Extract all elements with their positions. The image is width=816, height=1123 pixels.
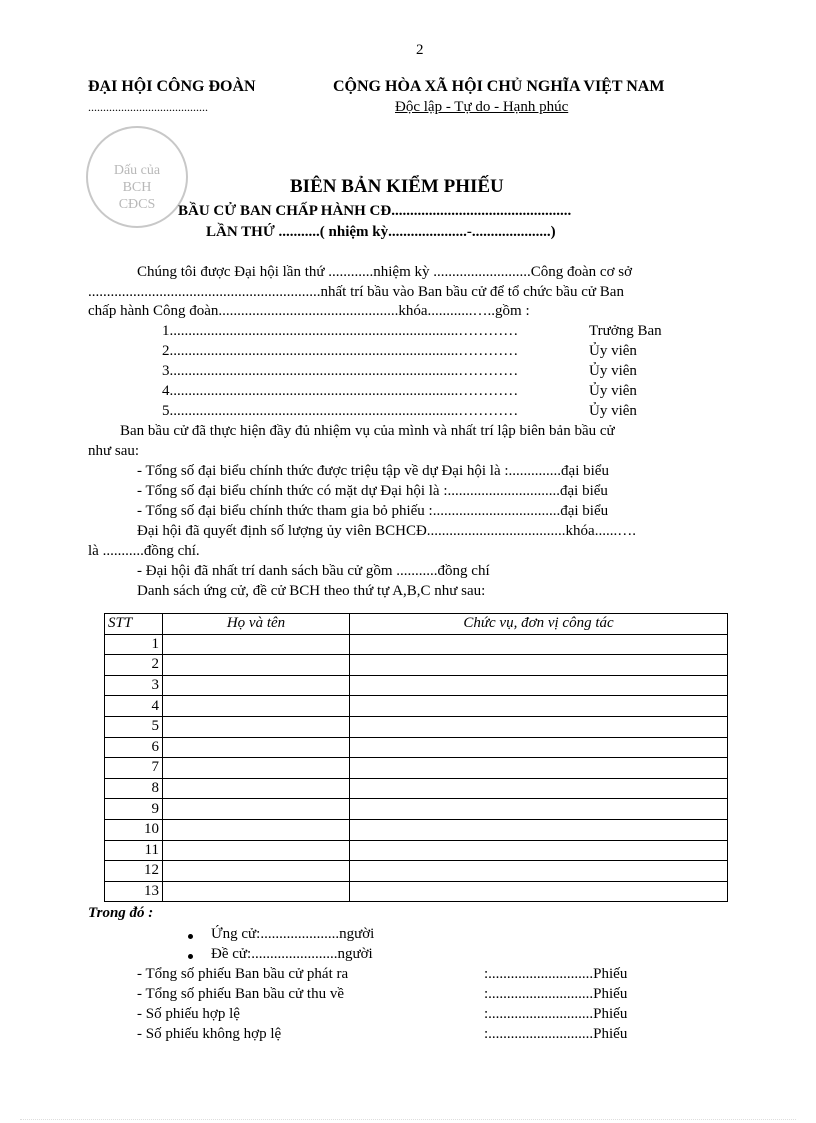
valid-ballots-label: - Số phiếu hợp lệ xyxy=(137,1006,240,1022)
committee-member-role: Ủy viên xyxy=(589,403,637,419)
intro-line-1: Chúng tôi được Đại hội lần thứ ............nhiệm kỳ ..........................Công đoàn cơ sở xyxy=(137,264,633,280)
name-cell[interactable] xyxy=(163,716,350,737)
committee-member-role: Ủy viên xyxy=(589,363,637,379)
table-header-row xyxy=(105,614,728,635)
position-cell[interactable] xyxy=(350,655,728,676)
body-paragraph-line-2: như sau: xyxy=(88,443,140,459)
row-number: 10 xyxy=(105,819,163,840)
candidate-table xyxy=(104,613,728,902)
committee-member-dots: 4.............................................................................………… xyxy=(162,383,519,399)
row-number: 3 xyxy=(105,675,163,696)
name-cell[interactable] xyxy=(163,696,350,717)
valid-ballots-value: :............................Phiếu xyxy=(484,1006,628,1022)
name-cell[interactable] xyxy=(163,840,350,861)
name-cell[interactable] xyxy=(163,881,350,902)
position-cell[interactable] xyxy=(350,696,728,717)
position-cell[interactable] xyxy=(350,634,728,655)
page-bottom-divider xyxy=(20,1119,796,1120)
nominated-by-others-count: Đề cử:.......................người xyxy=(211,946,373,962)
row-number: 6 xyxy=(105,737,163,758)
document-title: BIÊN BẢN KIỂM PHIẾU xyxy=(290,176,504,197)
position-cell[interactable] xyxy=(350,758,728,779)
candidate-list-intro: Danh sách ứng cử, đề cử BCH theo thứ tự A,B,C như sau: xyxy=(137,583,486,599)
row-number: 7 xyxy=(105,758,163,779)
organization-name: ĐẠI HỘI CÔNG ĐOÀN xyxy=(88,78,256,95)
table-row xyxy=(105,840,728,861)
name-cell[interactable] xyxy=(163,819,350,840)
table-row xyxy=(105,655,728,676)
table-row xyxy=(105,799,728,820)
table-row xyxy=(105,696,728,717)
committee-member-dots: 2.............................................................................………… xyxy=(162,343,519,359)
name-cell[interactable] xyxy=(163,634,350,655)
body-paragraph-line-1: Ban bầu cử đã thực hiện đầy đủ nhiệm vụ của mình và nhất trí lập biên bản bầu cử xyxy=(120,423,615,439)
position-cell[interactable] xyxy=(350,819,728,840)
stamp-line-2: BCH xyxy=(122,180,152,195)
row-number: 13 xyxy=(105,881,163,902)
position-cell[interactable] xyxy=(350,716,728,737)
position-cell[interactable] xyxy=(350,737,728,758)
row-number: 8 xyxy=(105,778,163,799)
name-cell[interactable] xyxy=(163,778,350,799)
position-cell[interactable] xyxy=(350,881,728,902)
row-number: 2 xyxy=(105,655,163,676)
ballots-issued-label: - Tổng số phiếu Ban bầu cử phát ra xyxy=(137,966,349,982)
delegates-summoned: - Tổng số đại biểu chính thức được triệu tập về dự Đại hội là :..............đại biểu xyxy=(137,463,609,479)
position-cell[interactable] xyxy=(350,840,728,861)
table-row xyxy=(105,819,728,840)
row-number: 12 xyxy=(105,861,163,882)
committee-member-role: Ủy viên xyxy=(589,343,637,359)
stamp-line-3: CĐCS xyxy=(118,197,156,212)
name-cell[interactable] xyxy=(163,737,350,758)
invalid-ballots-value: :............................Phiếu xyxy=(484,1026,628,1042)
nominated-self-count: Ứng cử:.....................người xyxy=(211,926,375,942)
name-cell[interactable] xyxy=(163,799,350,820)
position-cell[interactable] xyxy=(350,778,728,799)
table-row xyxy=(105,716,728,737)
header-full-name: Họ và tên xyxy=(163,614,350,635)
table-row xyxy=(105,675,728,696)
row-number: 1 xyxy=(105,634,163,655)
agreed-list-count: - Đại hội đã nhất trí danh sách bầu cử gồm ...........đồng chí xyxy=(137,563,490,579)
committee-member-dots: 1.............................................................................………… xyxy=(162,323,519,339)
row-number: 9 xyxy=(105,799,163,820)
table-row xyxy=(105,758,728,779)
document-subtitle: BẦU CỬ BAN CHẤP HÀNH CĐ................................................ xyxy=(178,203,572,219)
table-row xyxy=(105,634,728,655)
name-cell[interactable] xyxy=(163,675,350,696)
header-position-unit: Chức vụ, đơn vị công tác xyxy=(350,614,728,635)
name-cell[interactable] xyxy=(163,655,350,676)
committee-member-dots: 5.............................................................................………… xyxy=(162,403,519,419)
name-cell[interactable] xyxy=(163,758,350,779)
row-number: 11 xyxy=(105,840,163,861)
summary-heading: Trong đó : xyxy=(88,905,154,921)
table-row xyxy=(105,737,728,758)
committee-member-role: Ủy viên xyxy=(589,383,637,399)
bullet-icon xyxy=(188,934,193,939)
invalid-ballots-label: - Số phiếu không hợp lệ xyxy=(137,1026,282,1042)
intro-line-2: ..............................................................nhất trí bầu vào Ban bầu cử để tổ chức bầu cử Ban xyxy=(88,284,624,300)
country-title: CỘNG HÒA XÃ HỘI CHỦ NGHĨA VIỆT NAM xyxy=(333,78,665,95)
table-row xyxy=(105,778,728,799)
ballots-issued-value: :............................Phiếu xyxy=(484,966,628,982)
row-number: 5 xyxy=(105,716,163,737)
position-cell[interactable] xyxy=(350,861,728,882)
ballots-collected-label: - Tổng số phiếu Ban bầu cử thu về xyxy=(137,986,344,1002)
table-row xyxy=(105,881,728,902)
committee-member-dots: 3.............................................................................………… xyxy=(162,363,519,379)
stamp-line-1: Dấu của xyxy=(113,163,161,178)
intro-line-3: chấp hành Công đoàn................................................khóa............…..gồm : xyxy=(88,303,530,319)
table-row xyxy=(105,861,728,882)
ballots-collected-value: :............................Phiếu xyxy=(484,986,628,1002)
bullet-icon xyxy=(188,954,193,959)
delegates-voting: - Tổng số đại biểu chính thức tham gia bỏ phiếu :..................................đại biểu xyxy=(137,503,609,519)
decided-count-line-1: Đại hội đã quyết định số lượng ủy viên BCHCĐ.....................................khóa......…. xyxy=(137,523,636,539)
committee-member-role: Trưởng Ban xyxy=(589,323,662,339)
country-motto: Độc lập - Tự do - Hạnh phúc xyxy=(395,99,569,115)
delegates-present: - Tổng số đại biểu chính thức có mặt dự Đại hội là :..............................đại biểu xyxy=(137,483,608,499)
page-number: 2 xyxy=(416,42,424,58)
name-cell[interactable] xyxy=(163,861,350,882)
header-stt: STT xyxy=(105,614,163,635)
decided-count-line-2: là ...........đồng chí. xyxy=(88,543,200,559)
organization-dots: ........................................ xyxy=(88,100,208,114)
stamp-placeholder xyxy=(86,126,188,228)
document-term: LẦN THỨ ...........( nhiệm kỳ.....................-.....................) xyxy=(206,224,556,240)
position-cell[interactable] xyxy=(350,799,728,820)
position-cell[interactable] xyxy=(350,675,728,696)
row-number: 4 xyxy=(105,696,163,717)
